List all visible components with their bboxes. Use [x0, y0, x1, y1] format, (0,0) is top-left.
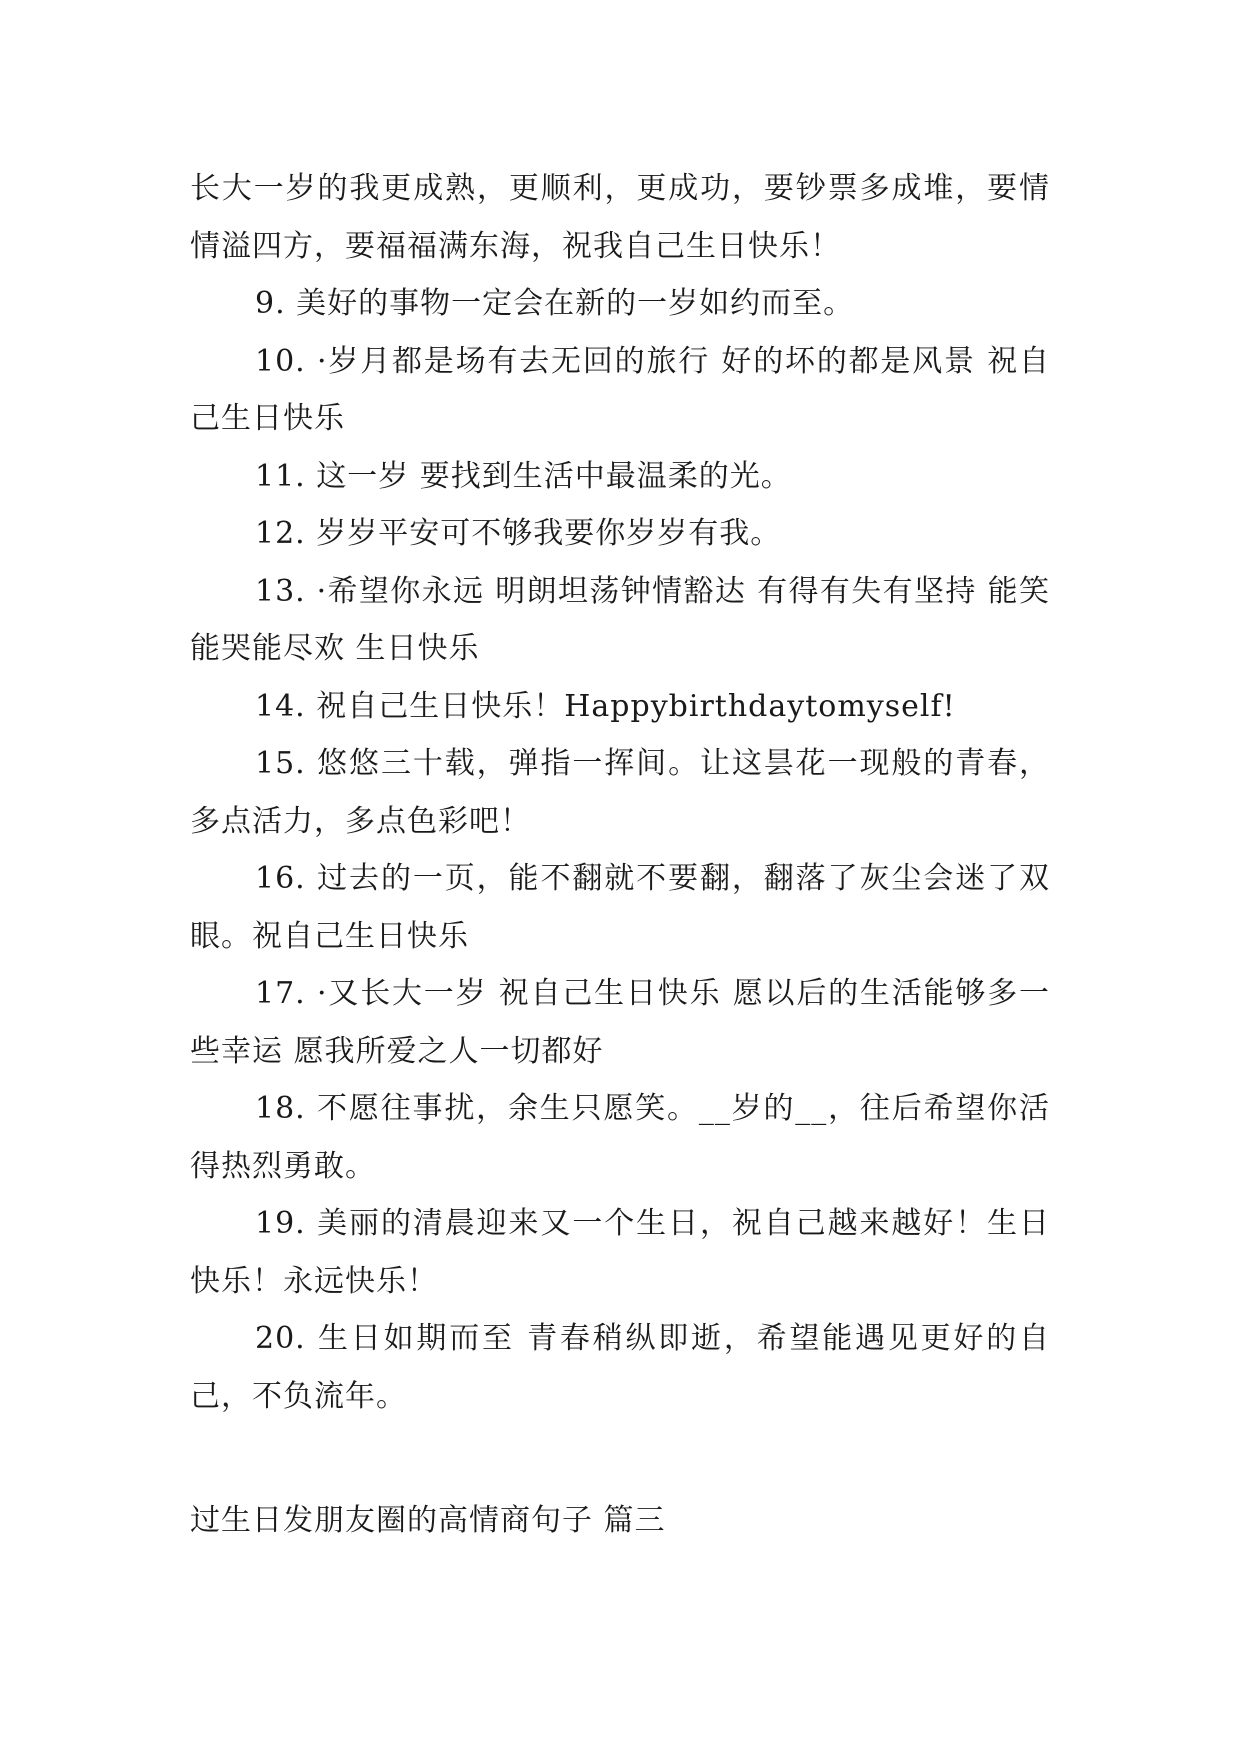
list-item-9: 9. 美好的事物一定会在新的一岁如约而至。	[255, 286, 855, 321]
list-item-10: 10. ·岁月都是场有去无回的旅行 好的坏的都是风景 祝自己生日快乐	[190, 343, 1050, 436]
document-body	[190, 160, 1050, 1425]
list-item-15: 15. 悠悠三十载，弹指一挥间。让这昙花一现般的青春，多点活力，多点色彩吧！	[190, 746, 1050, 839]
list-item-19: 19. 美丽的清晨迎来又一个生日，祝自己越来越好！生日快乐！永远快乐！	[190, 1206, 1050, 1299]
list-item-14: 14. 祝自己生日快乐！Happybirthdaytomyself!	[255, 688, 956, 724]
section-heading: 过生日发朋友圈的高情商句子 篇三	[190, 1503, 666, 1538]
list-item-16: 16. 过去的一页，能不翻就不要翻，翻落了灰尘会迷了双眼。祝自己生日快乐	[190, 861, 1050, 954]
list-item-11: 11. 这一岁 要找到生活中最温柔的光。	[255, 458, 792, 494]
list-item-13: 13. ·希望你永远 明朗坦荡钟情豁达 有得有失有坚持 能笑能哭能尽欢 生日快乐	[190, 573, 1050, 666]
list-item-18: 18. 不愿往事扰，余生只愿笑。__岁的__，往后希望你活得热烈勇敢。	[190, 1091, 1050, 1184]
list-item-20: 20. 生日如期而至 青春稍纵即逝，希望能遇见更好的自己，不负流年。	[190, 1321, 1050, 1414]
list-item-12: 12. 岁岁平安可不够我要你岁岁有我。	[255, 516, 782, 551]
paragraph-continuation: 长大一岁的我更成熟，更顺利，更成功，要钞票多成堆，要情情溢四方，要福福满东海，祝我自己生日快乐！	[190, 171, 1050, 264]
list-item-17: 17. ·又长大一岁 祝自己生日快乐 愿以后的生活能够多一些幸运 愿我所爱之人一切都好	[190, 976, 1050, 1069]
